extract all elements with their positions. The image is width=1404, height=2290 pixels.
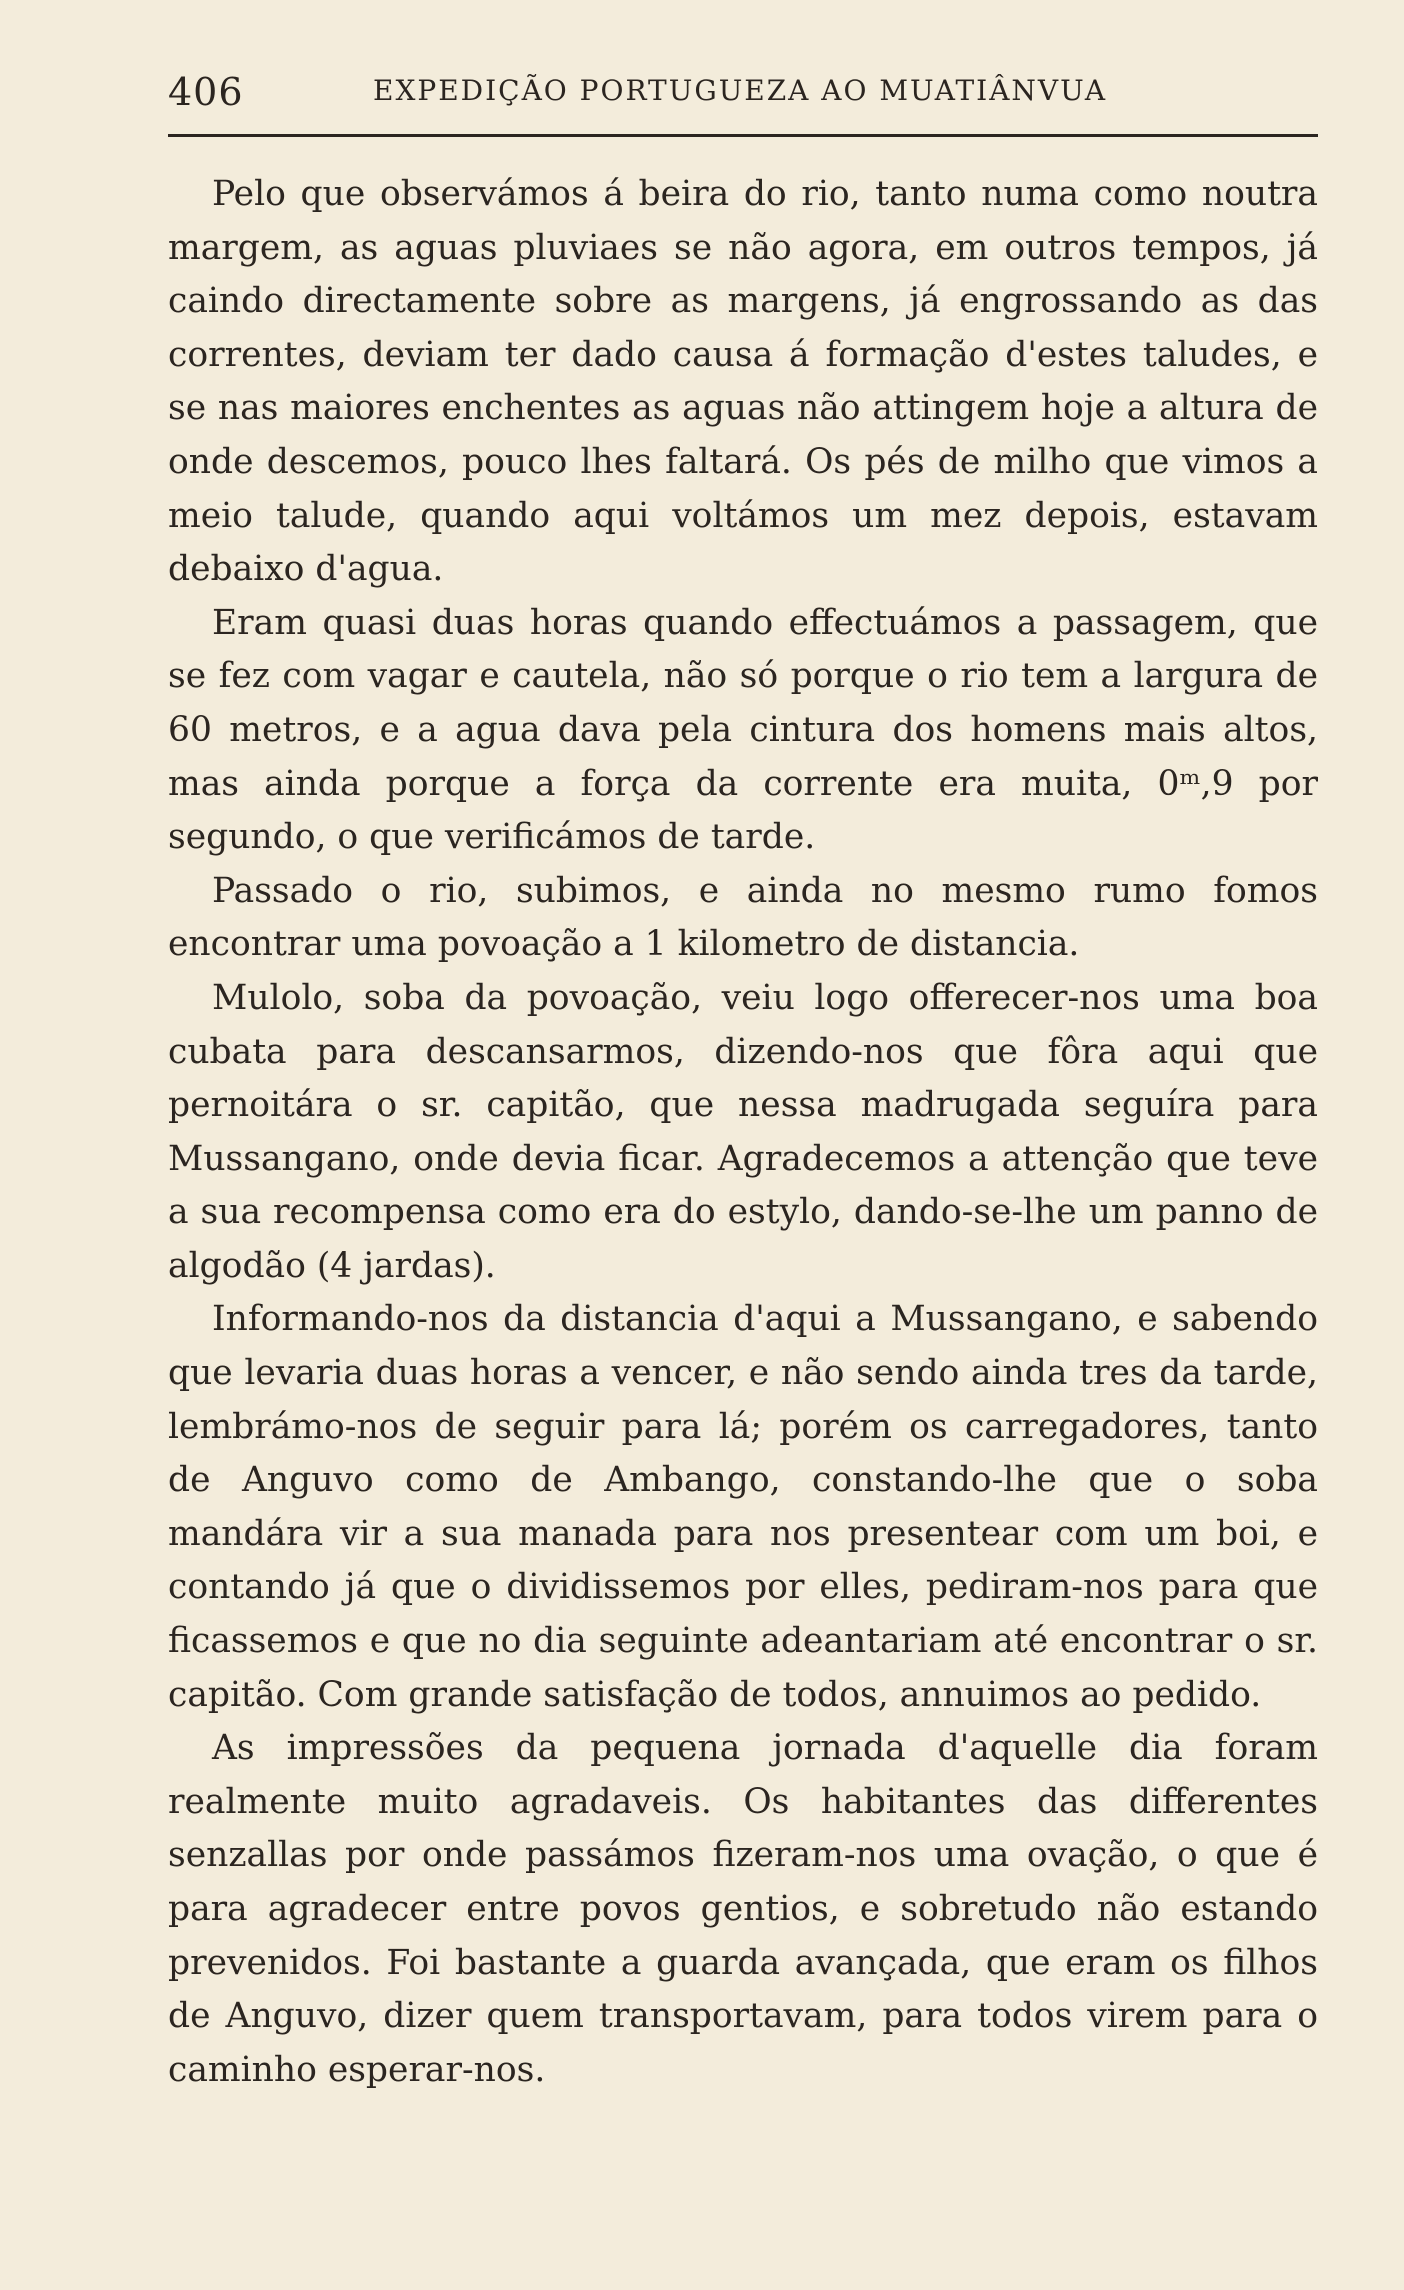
page-number: 406 bbox=[168, 70, 244, 114]
paragraph: Informando-nos da distancia d'aqui a Mussangano, e sabendo que levaria duas horas a vencer, e não sendo ainda tres da tarde, lembrámo-nos de seguir para lá; porém os carregadores, tanto de Anguvo como de Ambango, constando-lhe que o soba mandára vir a sua manada para nos presentear com um boi, e contando já que o dividissemos por elles, pediram-nos para que ficassemos e que no dia seguinte adeantariam até encontrar o sr. capitão. Com grande satisfação de todos, annuimos ao pedido. bbox=[168, 1299, 1318, 1715]
running-title: EXPEDIÇÃO PORTUGUEZA AO MUATIÂNVUA bbox=[373, 74, 1108, 107]
paragraph: Pelo que observámos á beira do rio, tanto numa como noutra margem, as aguas pluviaes se não agora, em outros tempos, já caindo directamente sobre as margens, já engrossando as das correntes, deviam ter dado causa á formação d'estes taludes, e se nas maiores enchentes as aguas não attingem hoje a altura de onde descemos, pouco lhes faltará. Os pés de milho que vimos a meio talude, quando aqui voltámos um mez depois, estavam debaixo d'agua. bbox=[168, 174, 1318, 590]
body-text bbox=[168, 168, 1318, 2097]
paragraph: Mulolo, soba da povoação, veiu logo offerecer-nos uma boa cubata para descansarmos, dizendo-nos que fôra aqui que pernoitára o sr. capitão, que nessa madrugada seguíra para Mussangano, onde devia ficar. Agradecemos a attenção que teve a sua recompensa como era do estylo, dando-se-lhe um panno de algodão (4 jardas). bbox=[168, 977, 1318, 1286]
paragraph: Eram quasi duas horas quando effectuámos a passagem, que se fez com vagar e cautela, não só porque o rio tem a largura de 60 metros, e a agua dava pela cintura dos homens mais altos, mas ainda porque a força da corrente era muita, 0ᵐ,9 por segundo, o que verificámos de tarde. bbox=[168, 602, 1318, 858]
paragraph: As impressões da pequena jornada d'aquelle dia foram realmente muito agradaveis. Os habitantes das differentes senzallas por onde passámos fizeram-nos uma ovação, o que é para agradecer entre povos gentios, e sobretudo não estando prevenidos. Foi bastante a guarda avançada, que eram os filhos de Anguvo, dizer quem transportavam, para todos virem para o caminho esperar-nos. bbox=[168, 1728, 1318, 2090]
paragraph: Passado o rio, subimos, e ainda no mesmo rumo fomos encontrar uma povoação a 1 kilometro de distancia. bbox=[168, 870, 1318, 965]
page-header bbox=[168, 62, 1318, 122]
header-rule bbox=[168, 134, 1318, 137]
